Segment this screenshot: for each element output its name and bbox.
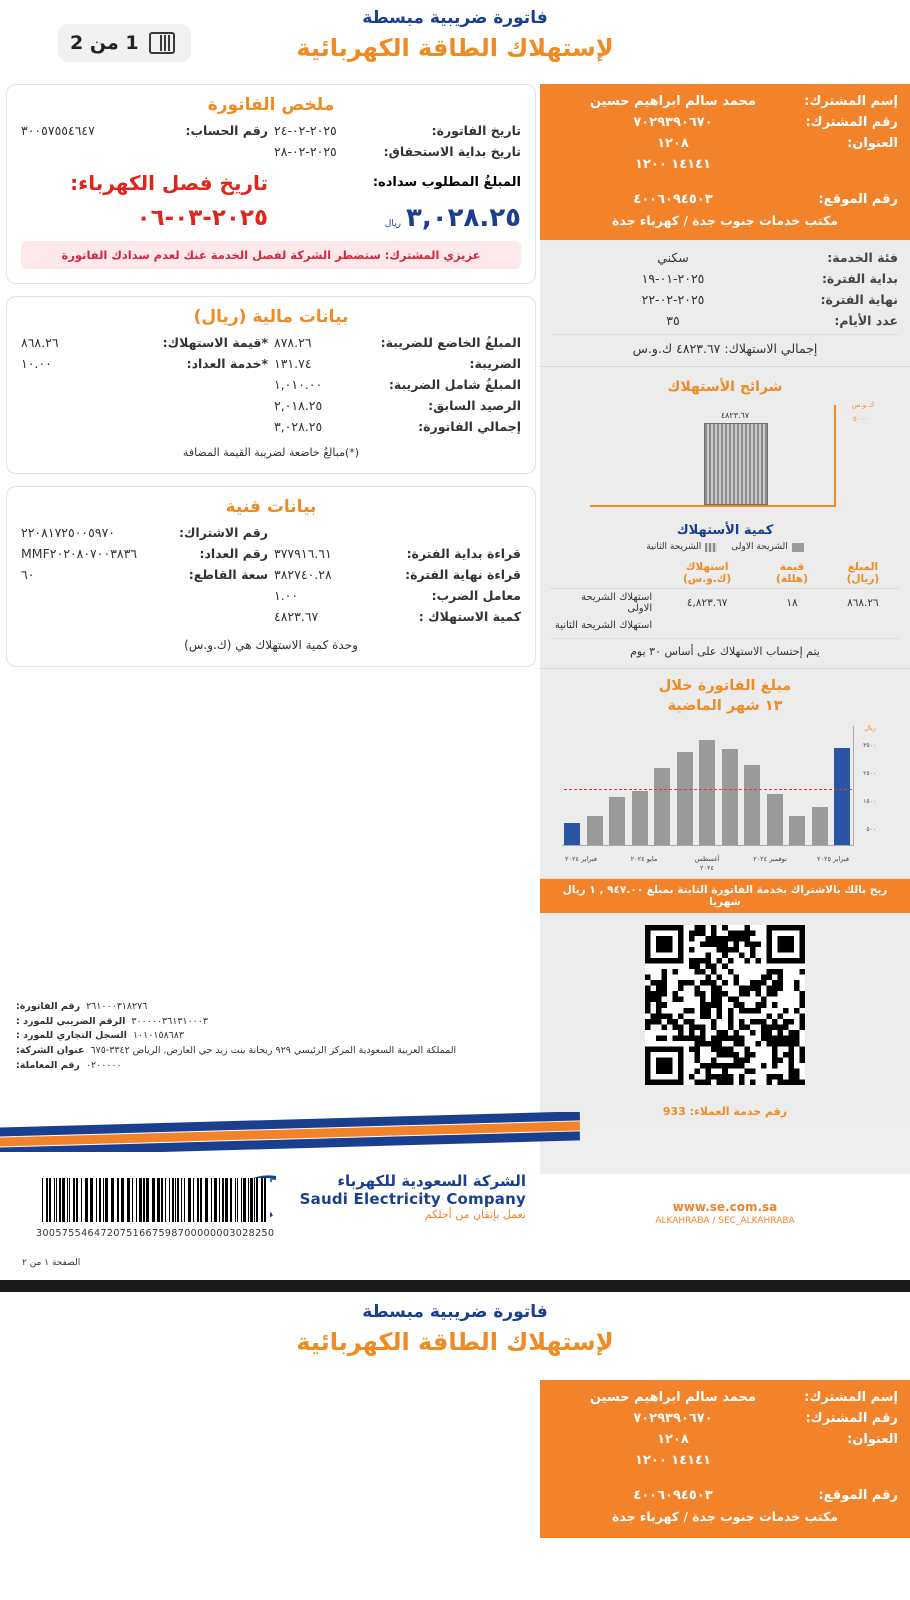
total-consumption-value: ٤٨٢٣.٦٧ [676,341,721,356]
history-bar [609,797,625,845]
legal-cr-value: ١٠١٠١٥٨٦٨٣ [132,1030,184,1042]
invoice-total-label: إجمالي الفاتورة: [418,419,521,434]
previous-balance-label: الرصيد السابق: [428,398,521,413]
footer-logo-area [16,1160,536,1270]
page2-customer-number-value: ٧٠٢٩٣٩٠٦٧٠ [633,1411,713,1426]
period-start-value: ٢٠٢٥-٠١-١٩ [641,271,705,286]
multiplier-label: معامل الضرب: [431,588,521,603]
consumption-value-label: *قيمة الاستهلاك: [162,335,268,350]
tax-label: الضريبة: [469,356,521,371]
service-info-box [540,240,910,367]
consumption-slices-box [540,367,910,669]
taxable-amount-value: ٨٧٨.٢٦ [274,335,312,350]
company-name-ar: الشركة السعودية للكهرباء [337,1171,526,1190]
slice1-consumption: ٤,٨٢٣.٦٧ [686,597,728,609]
site-number-label: رقم الموقع: [818,192,898,207]
legal-address-value: المملكة العربية السعودية المركز الرئيسي ٩٢٩ ريحانة بنت زيد حي العارض, الرياض ٣٣٤٢-٦٧٥ [90,1045,457,1057]
website-url[interactable]: www.se.com.sa [672,1200,778,1214]
start-reading-value: ٣٧٧٩١٦.٦١ [274,546,332,561]
taxable-amount-label: المبلغُ الخاضع للضريبة: [380,335,521,350]
history-x-labels [564,855,850,872]
slice-bar-first [704,411,768,505]
legal-vat-value: ٣٠٠٠٠٠٣٦١٣١٠٠٠٣ [131,1015,208,1027]
page2-address-value-1: ١٢٠٨ [657,1432,689,1447]
website-area [550,1200,900,1226]
financial-data-card [6,296,536,474]
history-xlabel-4: فبراير ٢٠٢٤ [565,855,597,864]
history-tick-1: ٢٥٠٠ [863,770,876,778]
barcode [40,1178,270,1222]
customer-service-number: رقم خدمة العملاء: 933 [540,1099,910,1128]
page2-title: لإستهلاك الطاقة الكهربائية [296,1328,614,1356]
promo-banner: ربح بالك بالاشتراك بخدمة الفاتورة الثابتة بمبلغ ٩٤٧.٠٠ , ١ ريال شهريا [540,879,910,913]
consumption-unit-note: وحدة كمية الاستهلاك هي (ك.و.س) [184,638,358,652]
cut-date-value: ٢٠٢٥-٠٣-٠٦ [136,205,268,231]
slice1-amount: ٨٦٨.٢٦ [847,597,879,609]
invoice-page-2 [0,1292,910,1600]
history-bar [632,791,648,845]
legal-info [16,1000,536,1074]
history-tick-2: ١٥٠٠ [863,798,876,806]
period-end-label: نهاية الفترة: [820,292,898,307]
table-row [550,617,900,634]
header-title: لإستهلاك الطاقة الكهربائية [296,34,614,62]
company-slogan: نعمل بإتقان من أجلكم [424,1207,526,1221]
page-footer-label: الصفحة ١ من ٢ [22,1258,81,1268]
legal-vat-label: الرقم الضريبي للمورد : [16,1015,126,1027]
history-y-unit: ريال [864,724,876,733]
history-bar [834,748,850,845]
service-category-label: فئة الخدمة: [827,250,898,265]
tax-value: ١٣١.٧٤ [274,356,312,371]
page2-service-office: مكتب خدمات جنوب جدة / كهرباء جدة [611,1509,839,1524]
slices-y-unit: ك.و.س [851,401,874,409]
history-tick-0: ٣٥٠٠ [863,742,876,750]
meter-service-value: ١٠.٠٠ [21,356,52,371]
customer-address-value-2: ١٤١٤١ ١٢٠٠ [635,157,711,172]
slices-chart [562,401,888,521]
subscription-number-value: ٢٢٠٨١٧٢٥٠٠٥٩٧٠ [21,525,115,540]
start-reading-label: قراءة بداية الفترة: [406,546,521,561]
slice2-rate [758,617,826,634]
slices-col-consumption: استهلاك (ك.و.س) [656,558,758,589]
slices-col-blank [550,558,656,589]
multiplier-value: ١.٠٠ [274,588,299,603]
history-xlabel-2: أغسطس ٢٠٢٤ [694,855,720,872]
left-column [6,84,536,679]
legend-swatch-first [792,543,804,552]
total-consumption-label: إجمالي الاستهلاك: [724,341,818,356]
consumption-value-amount: ٨٦٨.٢٦ [21,335,59,350]
page2-customer-name-label: إسم المشترك: [804,1390,898,1405]
period-start-label: بداية الفترة: [821,271,898,286]
history-title-line1: مبلغ الفاتورة خلال [658,678,792,694]
amount-due-value: ٣,٠٢٨.٢٥ [406,203,521,233]
qr-section [540,913,910,1099]
history-xlabel-0: فبراير ٢٠٢٥ [817,855,849,864]
amount-with-tax-value: ١,٠١٠.٠٠ [274,377,323,392]
invoice-summary-card [6,84,536,284]
history-bar [654,768,670,845]
qr-code [645,925,805,1085]
history-chart-box [540,669,910,879]
previous-balance-value: ٢,٠١٨.٢٥ [274,398,323,413]
amount-due-label: المبلغُ المطلوب سداده: [372,175,521,190]
cut-date-label: تاريخ فصل الكهرباء: [70,171,268,195]
end-reading-value: ٣٨٢٧٤٠.٢٨ [274,567,332,582]
disconnection-warning: عزيزي المشترك: ستضطر الشركة لفصل الخدمة عنك لعدم سدادك الفاتورة [21,241,521,269]
technical-title: بيانات فنية [225,497,317,517]
slices-y-max: ٥٠٠٠ [852,415,868,423]
site-number-value: ٤٠٠٦٠٩٤٥٠٣ [633,192,713,207]
slice2-amount [826,617,900,634]
technical-data-card [6,486,536,667]
slices-title: شرائح الأستهلاك [667,379,783,395]
invoice-date-value: ٢٠٢٥-٠٢-٢٤ [274,123,337,138]
barcode-area [36,1178,274,1239]
consumption-qty-value: ٤٨٢٣.٦٧ [274,609,319,624]
history-bar [722,749,738,845]
slice-bar-value: ٤٨٢٣.٦٧ [720,411,750,420]
customer-address-label: العنوان: [847,136,898,151]
book-pages-icon [149,32,175,54]
days-count-label: عدد الأيام: [834,313,898,328]
currency-label: ريال [384,219,401,229]
history-bar [744,765,760,845]
slice2-label: استهلاك الشريحة الثانية [554,620,653,631]
slice2-consumption [656,617,758,634]
history-average-line [564,789,852,790]
page2-site-value: ٤٠٠٦٠٩٤٥٠٣ [633,1488,713,1503]
breaker-capacity-label: سعة القاطع: [188,567,268,582]
slices-col-rate: قيمة (هللة) [758,558,826,589]
barcode-number: 3005755464720751667598700000003028250 [36,1228,275,1239]
customer-number-label: رقم المشترك: [805,115,898,130]
meter-service-label: *خدمة العداد: [186,356,268,371]
page2-subtitle: فاتورة ضريبية مبسطة [362,1302,548,1322]
history-bar [587,816,603,845]
table-row [550,589,900,618]
legal-cr-label: السجل التجاري للمورد : [16,1030,127,1042]
customer-number-value: ٧٠٢٩٣٩٠٦٧٠ [633,115,713,130]
slice1-label: استهلاك الشريحة الاولى [581,592,653,614]
history-bar [789,816,805,845]
history-chart [556,724,894,874]
end-reading-label: قراءة نهاية الفترة: [405,567,521,582]
page-indicator-badge[interactable] [58,24,191,62]
history-xlabel-1: نوفمبر ٢٠٢٤ [753,855,787,864]
page-indicator-label: 1 من 2 [70,32,139,54]
slices-legend [550,542,900,552]
company-logo [232,1170,526,1222]
customer-name-label: إسم المشترك: [804,94,898,109]
customer-address-value-1: ١٢٠٨ [657,136,689,151]
summary-title: ملخص الفاتورة [207,95,335,115]
vat-footnote: (*)مبالغُ خاضعة لضريبة القيمة المضافة [182,446,360,459]
legal-invoice-no-label: رقم الفاتورة: [16,1001,81,1012]
slice1-rate: ١٨ [786,597,798,609]
customer-info-box [540,84,910,240]
right-column [540,84,910,1174]
days-count-value: ٣٥ [666,313,680,328]
history-title-line2: ١٣ شهر الماضية [667,697,783,714]
customer-name-value: محمد سالم ابراهيم حسين [590,94,756,109]
service-office: مكتب خدمات جنوب جدة / كهرباء جدة [611,213,839,228]
meter-number-label: رقم العداد: [199,546,268,561]
legal-tx-label: رقم المعاملة: [16,1059,80,1071]
legend-label-first: الشريحة الاولى [731,542,788,552]
invoice-total-value: ٣,٠٢٨.٢٥ [274,419,323,434]
page2-customer-number-label: رقم المشترك: [805,1411,898,1426]
page2-address-label: العنوان: [847,1432,898,1447]
due-start-value: ٢٠٢٥-٠٢-٢٨ [274,144,337,159]
account-number-label: رقم الحساب: [185,123,268,138]
amount-with-tax-label: المبلغُ شامل الضريبة: [388,377,521,392]
decorative-stripes [0,1112,910,1152]
page2-customer-name-value: محمد سالم ابراهيم حسين [590,1390,756,1405]
page2-address-value-2: ١٤١٤١ ١٢٠٠ [635,1453,711,1468]
invoice-date-label: تاريخ الفاتورة: [431,123,521,138]
legal-tx-value: ٠٢٠٠٠٠٠ [85,1059,122,1071]
subscription-number-label: رقم الاشتراك: [178,525,268,540]
legal-invoice-no-value: ٢٦١٠٠٠٣١٨٢٧٦ [86,1001,148,1012]
history-bar [677,752,693,845]
social-handles: ALKAHRABA / SEC_ALKAHRABA [655,1216,795,1226]
page-divider [0,1280,910,1292]
slices-note: يتم إحتساب الاستهلاك على أساس ٣٠ يوم [550,638,900,660]
due-start-label: تاريخ بداية الاستحقاق: [383,144,521,159]
slices-col-amount: المبلغ (ريال) [826,558,900,589]
service-category-value: سكني [657,250,689,265]
total-consumption-unit: ك.و.س [632,341,673,356]
legend-swatch-second [705,543,717,552]
consumption-qty-label: كمية الاستهلاك : [418,609,521,624]
history-bar [564,823,580,845]
breaker-capacity-value: ٦٠ [21,567,35,582]
header-subtitle: فاتورة ضريبية مبسطة [362,8,548,28]
history-bar [812,807,828,845]
page2-customer-info-box [540,1380,910,1538]
legend-label-second: الشريحة الثانية [646,542,702,552]
slices-subtitle: كمية الأستهلاك [676,523,774,538]
slices-table [550,558,900,634]
financial-title: بيانات مالية (ريال) [193,307,349,327]
history-xlabel-3: مايو ٢٠٢٤ [630,855,658,864]
meter-number-value: MMF٢٠٢٠٨٠٧٠٠٣٨٣٦ [21,546,138,561]
period-end-value: ٢٠٢٥-٠٢-٢٢ [641,292,705,307]
history-bar [767,794,783,845]
page2-site-label: رقم الموقع: [818,1488,898,1503]
account-number-value: ٣٠٠٥٧٥٥٤٦٤٧ [21,123,95,138]
history-tick-3: ٥٠٠ [866,826,876,834]
company-name-en: Saudi Electricity Company [299,1189,526,1208]
legal-address-label: عنوان الشركة: [16,1045,85,1057]
history-bar [699,740,715,846]
